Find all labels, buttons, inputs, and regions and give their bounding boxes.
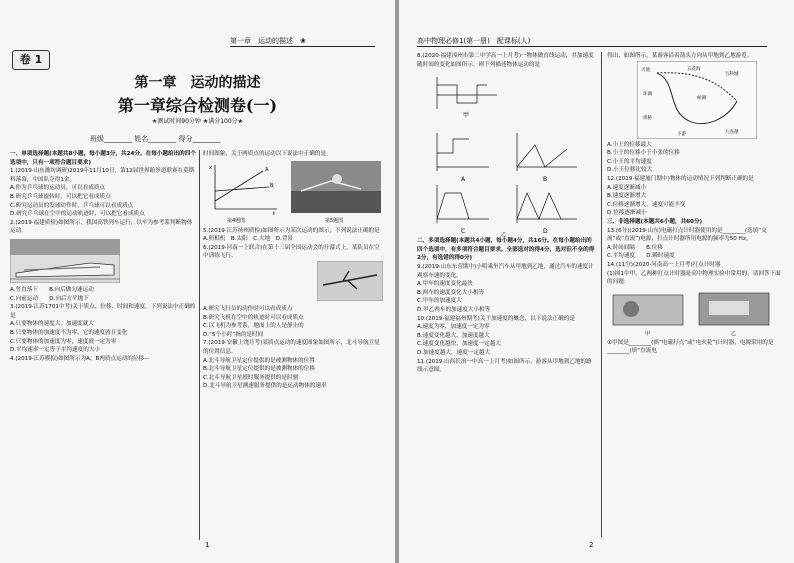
option: D.研究乒乓球在空中的运动轨迹时，可以把它看成质点 [10, 211, 145, 218]
question-text: 6.(2019·河南一上联合)在第十三届全国运动会的开幕式上，某队员在空中训练飞行。 [203, 244, 380, 260]
graph-label-a: A [461, 176, 466, 184]
map-label: 拐桥 [643, 115, 652, 121]
option: B.速度变化越大，加速度越大 [417, 332, 490, 339]
option: B.北斗导航卫星定位提供的是被测物体的位移 [203, 366, 315, 373]
option: C.速度变化越快，加速度一定越大 [417, 341, 501, 348]
option: D.小王位移比较大 [607, 167, 653, 174]
svg-text:t: t [273, 210, 275, 215]
timer-figure [607, 287, 783, 339]
train-image [10, 239, 120, 283]
xt-graph [207, 161, 281, 215]
option: A.北斗导航卫星定位提供的是被测物体的位置 [203, 357, 315, 364]
right-column-1 [417, 52, 597, 542]
option: C.小王的平均速度 [607, 158, 652, 165]
map-label: 九连瀑 [725, 129, 739, 135]
question-text: 时间图象，关于两质点的运动以下说法中正确的是 [203, 151, 327, 157]
option: A.小王的位移最大 [607, 141, 652, 148]
question-text: ①甲图是________(填“电磁打点”或“电火花”)计时器，电源采用的是________(填“直流电 [607, 339, 774, 355]
right-page-number: 2 [589, 541, 594, 549]
option: C.甲车的加速度大 [417, 298, 462, 305]
option: C.向前运动 D.向后方平抛下 [10, 295, 89, 302]
option: A.甲车的速度变化最快 [417, 281, 473, 288]
right-page [399, 0, 794, 563]
right-column-2 [607, 52, 783, 542]
test-title: 第一章综合检测卷(一) [117, 96, 278, 115]
right-header [417, 36, 767, 47]
svg-text:乙: 乙 [731, 330, 737, 337]
svg-text:A: A [265, 166, 269, 173]
graph-label-c: C [461, 228, 466, 236]
graphs-svg [417, 69, 597, 237]
left-header [230, 36, 375, 47]
left-header-text: 第一章 运动的描述 ❀ [230, 37, 306, 45]
question-text: 2.(2019·福建质检)如图所示，我国高铁列车运行，以车为参考系判断物体运动。 [10, 219, 193, 235]
chapter-title: 第一章 运动的描述 [134, 75, 261, 91]
option: A.速度逐渐减小 [607, 184, 647, 191]
option: B.两车的速度变化大小相等 [417, 289, 485, 296]
graph-label-d: D [543, 228, 548, 236]
option: A.时间间隔 B.位移 [607, 244, 663, 251]
column-divider [601, 52, 602, 537]
option: A.研究飞行员的动作时可以看成质点 [203, 305, 293, 312]
option: B.研究飞机在空中的轨迹时可以看成质点 [203, 314, 304, 321]
question-text: (1)图1中甲、乙两种打点计时器是高中物理实验中常用的，请回答下面的问题： [607, 270, 781, 286]
option: C.北斗导航卫星授时服务提供的是时刻 [203, 374, 299, 381]
aircraft-image [317, 261, 383, 301]
timer-images [607, 287, 777, 337]
svg-text:x: x [209, 164, 212, 171]
right-header-text: 高中物理必修1(第一册) 配课标(人) [417, 37, 531, 45]
option: B.小王的位移小于小张的位移 [607, 150, 680, 157]
option: D.“5个小时”指的是时间 [203, 331, 264, 338]
motion-photo [291, 161, 381, 213]
map-figure [607, 61, 783, 141]
question-text: 14.(11分)(2020·河南高一上月考)打点计时器 [607, 261, 721, 268]
student-info: 班级________ 姓名________ 得分________ [90, 135, 221, 143]
map-label: 五花海 [687, 66, 701, 72]
option: C.研究运动员的发球动作时，乒乓球可以看成质点 [10, 202, 134, 209]
section-heading: 三、非选择题(本题共6小题，共60分) [607, 218, 703, 225]
question-text: 1.(2019·山东潍坊调研)2019年11月10日，第12届世界跆拳道联赛在莫斯科落幕，中国队夺得1金。 [10, 168, 195, 183]
fig-caption-yi: 乙 [501, 232, 507, 239]
question-text: 3.(2019·江苏1701中考)关于质点、位移、时间和速度，下列说法中正确的是 [10, 304, 196, 319]
option: B.只要物体的加速度不为零，它的速度就在变化 [10, 329, 128, 336]
left-page-number: 1 [205, 541, 210, 549]
option: C.以飞机为参考系，地面上的人是静止的 [203, 323, 304, 330]
left-column-1 [10, 150, 196, 545]
section-heading: 二、多项选择题(本题共4小题，每小题4分，共16分。在每小题给出的四个选项中，有多项符合题目要求。全部选对的得4分，选对但不全的得2分，有选错的得0分) [417, 238, 595, 262]
graphs-figure [417, 69, 597, 237]
volume-badge: 卷 1 [12, 50, 50, 70]
option: A.速度为零，加速度一定为零 [417, 324, 490, 331]
route-map [637, 61, 757, 139]
map-label: 候湖 [697, 95, 706, 101]
option: A.竖直落下 B.向后做匀速运动 [10, 286, 94, 293]
map-label: 下游 [677, 131, 686, 137]
question-text: 4.(2019·江苏模拟)如图所示为A、B两质点运动的位移— [10, 355, 150, 362]
question-text: 9.(2019·山东东营期中)小明乘坐汽车从甲地到乙地，通过汽车的速度计观察车速的变化。 [417, 263, 594, 279]
svg-text:甲: 甲 [645, 330, 651, 337]
aircraft-figure [203, 261, 385, 305]
map-label: 万科城 [725, 71, 739, 77]
option: A.作为乒乓球的运动员，可以看成质点 [10, 185, 106, 192]
column-divider [199, 150, 200, 540]
svg-text:B: B [270, 182, 274, 189]
option: D.位移逐渐减小 [607, 210, 647, 217]
option: D.北斗导航卫星测速服务提供的是运动物体的速率 [203, 383, 327, 390]
question-text: 10.(2019·福建福州期考)关于加速度的概念，以下说法正确的是 [417, 315, 575, 322]
option: A.只要物体的速度大，加速度就大 [10, 321, 94, 328]
figures-row [203, 161, 385, 225]
question-text: 得出，如图所示，某游客沿着箭头方向从甲地到乙地游览。 [607, 53, 753, 59]
section-heading: 一、单项选择题(本题共8小题，每小题3分，共24分。在每小题给出的四个选项中，只有一项符合题目要求) [10, 151, 196, 166]
question-text: 5.(2019·江苏扬州质检)如图所示为某次运动的图示，下列说法正确的是 [203, 227, 380, 234]
option: B.速度逐渐增大 [607, 193, 647, 200]
graph-label-b: B [543, 176, 548, 184]
left-column-2 [203, 150, 385, 545]
question-text: 13.(6分)(2019·山东)电磁打点计时器使用的是________(选填“交流”或“直流”)电源，打点计时器所用电源的频率为50 Hz。 [607, 227, 767, 243]
question-text: 8.(2020·福建漳州市第二中学高一上月考)一物体做直线运动，其加速度随时间的变化如图所示，则下列描述物体运动的是 [417, 53, 594, 68]
question-text: 12.(2019·福建厦门期中)物体的运动情况下列判断正确的是 [607, 175, 754, 182]
option: D.加速度越大，速度一定越大 [417, 349, 491, 356]
fig4-caption: 第4题图 [227, 217, 246, 224]
option: C.位移逐渐增大，速度可能不变 [607, 201, 686, 208]
left-page [0, 0, 395, 563]
map-label: 环湖 [643, 91, 652, 97]
fig5-caption: 第5题图 [325, 217, 344, 224]
question-text: 7.(2019·安徽上饶月考)某质点运动的速度图象如图所示，北斗导航卫星的位置信息。 [203, 340, 380, 355]
option: B.研究乒乓球旋转时，可以把它看成质点 [10, 193, 111, 200]
question-text: 11.(2019·山西长治一中高一上月考)如图所示，游客从甲地到乙地的路线示意图。 [417, 358, 592, 374]
train-photo [10, 239, 196, 283]
test-subtitle: ★测试时间90分钟 ★满分100分★ [151, 118, 244, 125]
option: D.平均速率一定等于平均速度的大小 [10, 347, 100, 354]
fig-caption-jia: 甲 [463, 112, 470, 120]
option: A.照相机 B.太阳 C.大地 D.背景 [203, 236, 294, 243]
option: C.平均速度 D.瞬时速度 [607, 253, 675, 260]
option: D.甲乙两车的加速度大小相等 [417, 306, 491, 313]
map-label: 天池 [641, 67, 650, 73]
option: C.只要物体的加速度为零，速度就一定为零 [10, 338, 117, 345]
